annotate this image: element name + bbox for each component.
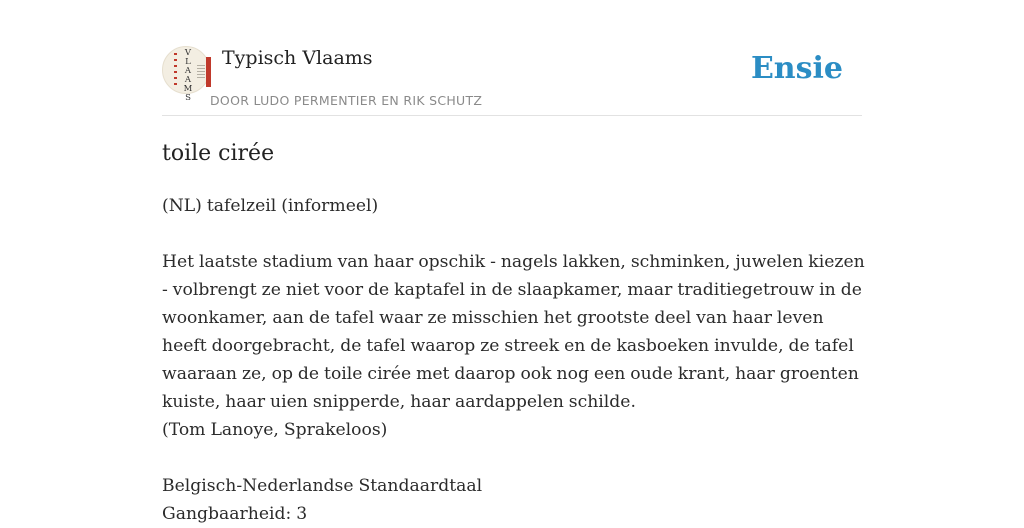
entry-usage: Gangbaarheid: 3 [162, 504, 308, 524]
logo-dots [174, 53, 177, 87]
site-header [162, 46, 862, 116]
logo-lines [197, 65, 205, 79]
site-title[interactable]: Typisch Vlaams [222, 47, 373, 69]
example-line: waaraan ze, op de toile cirée met daarop ook nog een oude krant, haar groenten [162, 364, 859, 384]
ensie-brand-link[interactable]: Ensie [750, 51, 843, 86]
logo-letters: V L A A M S [183, 48, 193, 103]
entry-content [162, 138, 865, 528]
example-line: Het laatste stadium van haar opschik - nagels lakken, schminken, juwelen kiezen [162, 252, 865, 272]
logo-stripe [206, 57, 211, 87]
entry-classification: Belgisch-Nederlandse Standaardtaal [162, 476, 483, 496]
example-line: heeft doorgebracht, de tafel waarop ze streek en de kasboeken invulde, de tafel [162, 336, 854, 356]
site-logo[interactable] [162, 46, 210, 103]
byline: DOOR LUDO PERMENTIER EN RIK SCHUTZ [210, 93, 483, 108]
example-line: kuiste, haar uien snipperde, haar aardappelen schilde. [162, 392, 636, 412]
spacer [162, 220, 862, 248]
entry-body [162, 192, 865, 528]
entry-definition: (NL) tafelzeil (informeel) [162, 196, 379, 216]
example-line: - volbrengt ze niet voor de kaptafel in de slaapkamer, maar traditiegetrouw in de [162, 280, 862, 300]
example-line: woonkamer, aan de tafel waar ze misschien het grootste deel van haar leven [162, 308, 824, 328]
entry-term: toile cirée [162, 141, 275, 166]
spacer [162, 444, 862, 472]
example-source: (Tom Lanoye, Sprakeloos) [162, 420, 388, 440]
